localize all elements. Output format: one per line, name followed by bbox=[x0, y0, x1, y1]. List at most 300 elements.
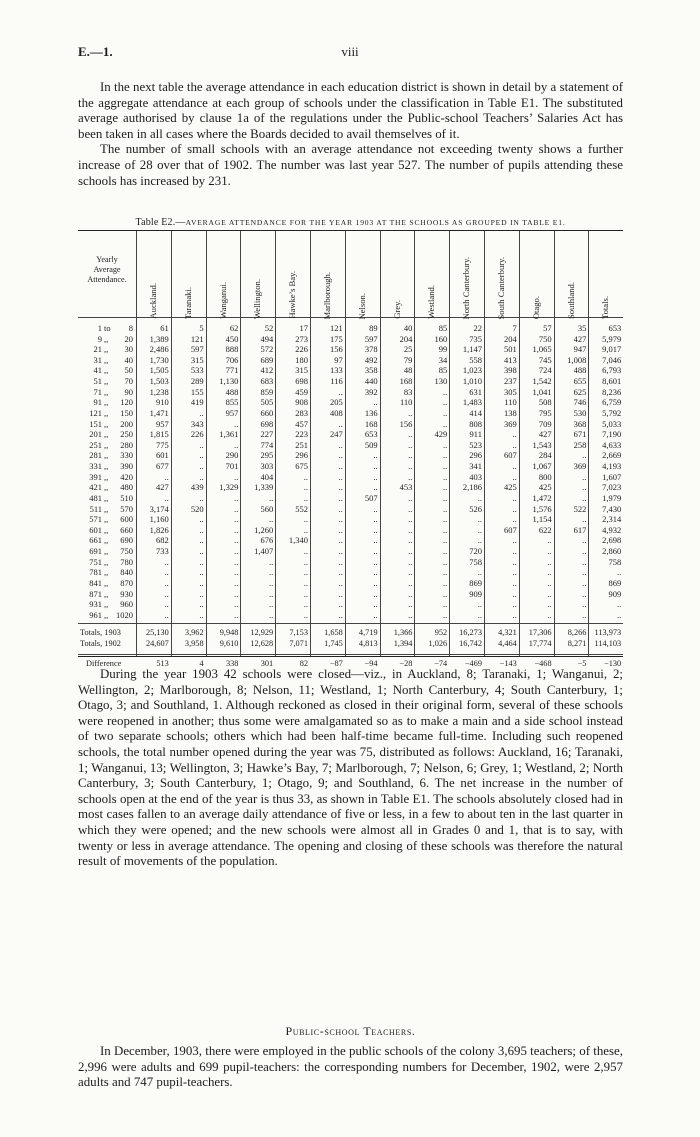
table-cell: 138 bbox=[504, 407, 517, 418]
table-cell: 22 bbox=[473, 323, 482, 333]
totals-label: Totals, 1903 bbox=[80, 628, 121, 638]
table-cell: .. bbox=[373, 471, 378, 482]
column-header bbox=[349, 239, 375, 319]
row-label-from: 601 bbox=[89, 524, 102, 535]
table-cell: 494 bbox=[260, 333, 274, 344]
table-cell: .. bbox=[303, 524, 308, 535]
table-cell: .. bbox=[582, 577, 587, 588]
table-cell: −469 bbox=[464, 659, 482, 669]
table-cell: .. bbox=[373, 482, 378, 493]
table-cell: 83 bbox=[403, 386, 413, 397]
row-label-sep: ,, bbox=[104, 482, 109, 493]
row-label-sep: ,, bbox=[104, 450, 109, 461]
table-cell: .. bbox=[234, 577, 239, 588]
column-header-label: Nelson. bbox=[356, 292, 367, 319]
table-cell: 911 bbox=[469, 429, 482, 440]
row-label-to: 50 bbox=[124, 365, 133, 376]
closing-text bbox=[78, 667, 623, 870]
row-label-sep: ,, bbox=[104, 556, 109, 567]
table-cell: 1,026 bbox=[428, 639, 448, 649]
table-cell: .. bbox=[408, 407, 413, 418]
table-row bbox=[78, 440, 623, 451]
table-cell: .. bbox=[338, 546, 343, 557]
column-header-label: Marlborough. bbox=[321, 271, 332, 319]
column-header-label: Taranaki. bbox=[182, 286, 193, 319]
table-cell: 52 bbox=[264, 323, 274, 333]
row-label-to: 960 bbox=[120, 599, 133, 610]
table-cell: 369 bbox=[573, 461, 587, 472]
table-cell: 97 bbox=[334, 354, 343, 365]
table-row bbox=[78, 334, 623, 345]
table-cell: 25,130 bbox=[145, 628, 169, 638]
table-cell: 34 bbox=[438, 354, 448, 365]
row-label-to: 1020 bbox=[116, 609, 133, 620]
table-cell: .. bbox=[408, 599, 413, 610]
table-row bbox=[78, 493, 623, 504]
table-cell: 296 bbox=[295, 450, 308, 461]
row-label-from: 931 bbox=[89, 599, 102, 610]
table-cell: .. bbox=[373, 546, 378, 557]
table-cell: .. bbox=[408, 429, 413, 440]
table-cell: .. bbox=[408, 577, 413, 588]
table-cell: 653 bbox=[608, 323, 622, 333]
row-label-sep: ,, bbox=[104, 535, 109, 546]
table-cell: .. bbox=[234, 418, 239, 429]
row-header-line-2: Average bbox=[93, 265, 121, 274]
table-cell: 440 bbox=[364, 376, 378, 387]
table-cell: 5,792 bbox=[602, 407, 622, 418]
table-cell: .. bbox=[234, 599, 239, 610]
table-cell: .. bbox=[442, 386, 448, 397]
table-cell: .. bbox=[442, 546, 448, 557]
row-label-to: 510 bbox=[120, 492, 133, 503]
table-cell: 952 bbox=[434, 628, 448, 638]
table-cell: .. bbox=[408, 492, 413, 503]
table-cell: .. bbox=[442, 471, 448, 482]
table-cell: .. bbox=[338, 524, 343, 535]
table-cell: 2,186 bbox=[462, 482, 482, 493]
row-label-from: 251 bbox=[89, 439, 102, 450]
table-cell: .. bbox=[547, 567, 552, 578]
table-cell: 1,543 bbox=[532, 439, 552, 450]
table-cell: −87 bbox=[329, 659, 343, 669]
table-cell: 526 bbox=[469, 503, 482, 514]
table-cell: .. bbox=[303, 567, 308, 578]
table-cell: 110 bbox=[399, 397, 413, 408]
row-label-sep: ,, bbox=[104, 471, 109, 482]
table-row bbox=[78, 419, 623, 430]
table-cell: 296 bbox=[469, 450, 482, 461]
table-cell: 560 bbox=[260, 503, 274, 514]
table-cell: .. bbox=[373, 461, 378, 472]
table-cell: 136 bbox=[364, 407, 378, 418]
totals-row bbox=[78, 639, 623, 650]
table-cell: 1,730 bbox=[149, 354, 169, 365]
table-cell: .. bbox=[234, 471, 239, 482]
table-cell: 16,273 bbox=[459, 628, 482, 638]
table-row bbox=[78, 610, 623, 621]
row-label-from: 661 bbox=[89, 535, 102, 546]
section-heading: Public-school Teachers. bbox=[285, 1024, 416, 1038]
table-cell: 116 bbox=[330, 376, 343, 387]
table-cell: .. bbox=[199, 599, 204, 610]
table-cell: 617 bbox=[573, 524, 587, 535]
table-cell: 2,314 bbox=[602, 514, 622, 525]
row-label-to: 120 bbox=[120, 397, 133, 408]
table-row bbox=[78, 535, 623, 546]
table-cell: .. bbox=[268, 577, 274, 588]
column-header bbox=[488, 239, 514, 319]
table-cell: .. bbox=[582, 588, 587, 599]
table-cell: 745 bbox=[538, 354, 552, 365]
table-cell: 957 bbox=[225, 407, 239, 418]
table-cell: 459 bbox=[295, 386, 308, 397]
table-cell: .. bbox=[164, 577, 169, 588]
table-cell: 427 bbox=[156, 482, 169, 493]
table-cell: 1,979 bbox=[602, 492, 622, 503]
table-cell: .. bbox=[338, 514, 343, 525]
row-label-to: 20 bbox=[124, 333, 133, 344]
attendance-table bbox=[78, 230, 623, 669]
table-cell: 795 bbox=[538, 407, 552, 418]
table-cell: 338 bbox=[225, 659, 239, 669]
table-cell: .. bbox=[338, 471, 343, 482]
table-cell: 8,601 bbox=[602, 376, 622, 387]
row-label-from: 1 bbox=[97, 323, 102, 333]
table-cell: .. bbox=[582, 567, 587, 578]
table-cell: .. bbox=[234, 609, 239, 620]
table-cell: 12,628 bbox=[250, 639, 274, 649]
table-row bbox=[78, 557, 623, 568]
row-label-to: 200 bbox=[120, 418, 133, 429]
table-cell: .. bbox=[373, 514, 378, 525]
table-cell: 425 bbox=[504, 482, 517, 493]
table-cell: .. bbox=[234, 514, 239, 525]
table-cell: 457 bbox=[295, 418, 308, 429]
table-cell: .. bbox=[373, 503, 378, 514]
table-cell: 552 bbox=[295, 503, 308, 514]
totals-row bbox=[78, 628, 623, 639]
table-cell: .. bbox=[373, 450, 378, 461]
table-row bbox=[78, 578, 623, 589]
table-cell: 403 bbox=[469, 471, 482, 482]
table-cell: .. bbox=[268, 492, 274, 503]
table-cell: .. bbox=[512, 471, 517, 482]
table-cell: 412 bbox=[260, 365, 274, 376]
table-cell: .. bbox=[512, 577, 517, 588]
column-header bbox=[280, 239, 306, 319]
table-cell: .. bbox=[512, 514, 517, 525]
table-cell: 369 bbox=[504, 418, 517, 429]
table-cell: 8,271 bbox=[567, 639, 587, 649]
table-cell: 800 bbox=[538, 471, 552, 482]
table-cell: 750 bbox=[538, 333, 552, 344]
table-cell: 513 bbox=[156, 659, 169, 669]
table-cell: 735 bbox=[469, 333, 482, 344]
table-cell: .. bbox=[338, 461, 343, 472]
table-cell: .. bbox=[199, 546, 204, 557]
table-cell: 682 bbox=[156, 535, 169, 546]
table-cell: .. bbox=[477, 492, 482, 503]
table-caption-title: AVERAGE ATTENDANCE FOR THE YEAR 1903 AT THE SCHOOLS AS GROUPED IN TABLE E1. bbox=[185, 218, 566, 227]
table-cell: .. bbox=[547, 556, 552, 567]
row-label-to: 660 bbox=[120, 524, 133, 535]
column-header bbox=[419, 239, 445, 319]
row-label-to: 390 bbox=[120, 461, 133, 472]
difference-label: Difference bbox=[86, 659, 122, 669]
table-cell: 671 bbox=[573, 429, 587, 440]
table-cell: .. bbox=[442, 514, 448, 525]
table-cell: .. bbox=[164, 567, 169, 578]
table-cell: 675 bbox=[295, 461, 308, 472]
table-cell: 295 bbox=[260, 450, 274, 461]
table-cell: −28 bbox=[399, 659, 413, 669]
column-header-label: Grey. bbox=[391, 300, 402, 319]
table-cell: .. bbox=[408, 503, 413, 514]
table-cell: 1,505 bbox=[149, 365, 169, 376]
column-header bbox=[245, 239, 271, 319]
table-cell: 8,236 bbox=[602, 386, 622, 397]
table-cell: .. bbox=[442, 407, 448, 418]
table-cell: 4,633 bbox=[602, 439, 622, 450]
table-cell: .. bbox=[616, 599, 622, 610]
table-cell: 597 bbox=[190, 344, 204, 355]
table-cell: 758 bbox=[469, 556, 482, 567]
table-cell: 1,815 bbox=[149, 429, 169, 440]
row-label-from: 281 bbox=[89, 450, 102, 461]
table-cell: 413 bbox=[504, 354, 517, 365]
table-cell: .. bbox=[408, 556, 413, 567]
table-row bbox=[78, 387, 623, 398]
table-cell: .. bbox=[477, 599, 482, 610]
table-cell: 1,407 bbox=[254, 546, 274, 557]
row-label-sep: ,, bbox=[104, 376, 109, 387]
table-cell: 774 bbox=[260, 439, 274, 450]
row-label-sep: ,, bbox=[104, 354, 109, 365]
table-cell: .. bbox=[512, 546, 517, 557]
table-cell: 492 bbox=[364, 354, 378, 365]
row-label-to: 600 bbox=[120, 514, 133, 525]
table-cell: 7,153 bbox=[289, 628, 308, 638]
table-row bbox=[78, 589, 623, 600]
table-cell: 205 bbox=[330, 397, 343, 408]
row-label-from: 571 bbox=[89, 514, 102, 525]
table-cell: .. bbox=[199, 577, 204, 588]
table-cell: 909 bbox=[608, 588, 622, 599]
table-cell: .. bbox=[234, 546, 239, 557]
row-label-from: 121 bbox=[89, 407, 102, 418]
table-cell: .. bbox=[164, 609, 169, 620]
row-label-from: 871 bbox=[89, 588, 102, 599]
table-cell: .. bbox=[303, 599, 308, 610]
table-cell: 9,610 bbox=[219, 639, 239, 649]
table-cell: 17 bbox=[299, 323, 308, 333]
table-cell: 1,008 bbox=[567, 354, 587, 365]
table-cell: .. bbox=[442, 503, 448, 514]
table-cell: 368 bbox=[573, 418, 587, 429]
table-cell: 99 bbox=[438, 344, 448, 355]
table-cell: 709 bbox=[538, 418, 552, 429]
table-cell: .. bbox=[234, 492, 239, 503]
table-cell: .. bbox=[338, 439, 343, 450]
table-cell: .. bbox=[582, 471, 587, 482]
table-cell: 5 bbox=[199, 323, 204, 333]
table-cell: .. bbox=[199, 492, 204, 503]
column-header-label: Otago. bbox=[530, 295, 541, 319]
table-row bbox=[78, 365, 623, 376]
table-cell: .. bbox=[303, 546, 308, 557]
table-cell: 1,339 bbox=[254, 482, 274, 493]
column-header bbox=[454, 239, 480, 319]
table-cell: 653 bbox=[364, 429, 378, 440]
table-cell: 62 bbox=[229, 323, 239, 333]
table-cell: 808 bbox=[469, 418, 482, 429]
table-cell: 168 bbox=[399, 376, 413, 387]
table-cell: 4 bbox=[199, 659, 204, 669]
table-cell: 35 bbox=[577, 323, 587, 333]
table-cell: −468 bbox=[534, 659, 552, 669]
table-cell: .. bbox=[547, 588, 552, 599]
table-cell: 507 bbox=[364, 492, 378, 503]
table-cell: .. bbox=[582, 492, 587, 503]
table-cell: 284 bbox=[538, 450, 552, 461]
table-cell: .. bbox=[199, 439, 204, 450]
table-cell: 160 bbox=[434, 333, 448, 344]
table-cell: 414 bbox=[469, 407, 482, 418]
table-cell: .. bbox=[512, 588, 517, 599]
row-label-from: 51 bbox=[93, 376, 102, 387]
table-cell: 509 bbox=[364, 439, 378, 450]
table-cell: 597 bbox=[364, 333, 378, 344]
table-cell: .. bbox=[199, 407, 204, 418]
table-cell: .. bbox=[373, 567, 378, 578]
table-cell: 4,719 bbox=[358, 628, 378, 638]
table-cell: .. bbox=[547, 599, 552, 610]
table-cell: 655 bbox=[573, 376, 587, 387]
table-cell: .. bbox=[442, 556, 448, 567]
table-cell: .. bbox=[338, 492, 343, 503]
table-cell: 1,260 bbox=[254, 524, 274, 535]
row-label-from: 751 bbox=[89, 556, 102, 567]
row-label-sep: ,, bbox=[104, 407, 109, 418]
table-cell: .. bbox=[442, 567, 448, 578]
row-label-from: 481 bbox=[89, 492, 102, 503]
table-cell: .. bbox=[234, 535, 239, 546]
table-cell: 1,503 bbox=[149, 376, 169, 387]
column-header bbox=[314, 239, 340, 319]
column-header-label: Hawke’s Bay. bbox=[287, 271, 298, 319]
table-cell: .. bbox=[303, 588, 308, 599]
table-cell: 1,065 bbox=[532, 344, 552, 355]
table-cell: .. bbox=[338, 418, 343, 429]
row-label-to: 90 bbox=[124, 386, 133, 397]
table-cell: 7,023 bbox=[602, 482, 622, 493]
table-cell: 758 bbox=[608, 556, 622, 567]
intro-paragraph-2: The number of small schools with an average attendance not exceeding twenty shows a further increase of 28 over that of 1902. The number was last year 527. The number of pupils attending these schools has increased by 231. bbox=[78, 142, 623, 188]
table-row bbox=[78, 344, 623, 355]
table-cell: 607 bbox=[504, 524, 517, 535]
row-label-from: 91 bbox=[93, 397, 102, 408]
table-row bbox=[78, 504, 623, 515]
table-cell: 3,958 bbox=[184, 639, 204, 649]
table-cell: 85 bbox=[438, 323, 448, 333]
row-header bbox=[80, 255, 134, 285]
row-label-from: 841 bbox=[89, 577, 102, 588]
table-cell: 273 bbox=[295, 333, 308, 344]
table-cell: 7,190 bbox=[602, 429, 622, 440]
column-header bbox=[558, 239, 584, 319]
column-header-label: Auckland. bbox=[147, 283, 158, 319]
table-cell: .. bbox=[477, 567, 482, 578]
table-cell: 204 bbox=[399, 333, 413, 344]
table-cell: 1,826 bbox=[149, 524, 169, 535]
table-cell: .. bbox=[547, 577, 552, 588]
table-cell: .. bbox=[338, 599, 343, 610]
table-cell: 61 bbox=[160, 323, 169, 333]
table-cell: 1,394 bbox=[393, 639, 413, 649]
row-label-from: 691 bbox=[89, 546, 102, 557]
table-row bbox=[78, 514, 623, 525]
table-cell: .. bbox=[408, 514, 413, 525]
table-cell: .. bbox=[512, 461, 517, 472]
teachers-paragraph: In December, 1903, there were employed in the public schools of the colony 3,695 teachers; of these, 2,996 were adults and 699 pupil-teachers: the corresponding numbers for December, 1902, were 2,957 adults and 747 pupil-teachers. bbox=[78, 1044, 623, 1090]
table-cell: 859 bbox=[260, 386, 274, 397]
table-cell: 79 bbox=[403, 354, 413, 365]
table-cell: .. bbox=[338, 535, 343, 546]
table-row bbox=[78, 567, 623, 578]
table-cell: 631 bbox=[469, 386, 482, 397]
table-cell: 9,017 bbox=[602, 344, 622, 355]
table-cell: 2,669 bbox=[602, 450, 622, 461]
table-cell: 121 bbox=[190, 333, 204, 344]
table-row bbox=[78, 397, 623, 408]
table-cell: 2,860 bbox=[602, 546, 622, 557]
table-cell: .. bbox=[408, 588, 413, 599]
table-cell: .. bbox=[408, 450, 413, 461]
column-header bbox=[523, 239, 549, 319]
row-label-sep: ,, bbox=[104, 588, 109, 599]
table-row bbox=[78, 525, 623, 536]
table-cell: .. bbox=[512, 439, 517, 450]
table-cell: 17,306 bbox=[528, 628, 552, 638]
row-label-to: 30 bbox=[124, 344, 133, 355]
row-label-sep: ,, bbox=[104, 365, 109, 376]
table-cell: .. bbox=[442, 599, 448, 610]
row-label-to: 780 bbox=[120, 556, 133, 567]
table-cell: 775 bbox=[156, 439, 169, 450]
table-cell: 341 bbox=[469, 461, 482, 472]
table-cell: 5,033 bbox=[602, 418, 622, 429]
row-label-to: 250 bbox=[120, 429, 133, 440]
table-row bbox=[78, 461, 623, 472]
table-cell: 4,813 bbox=[358, 639, 378, 649]
table-cell: 2,486 bbox=[149, 344, 169, 355]
table-cell: 1,472 bbox=[532, 492, 552, 503]
table-cell: 404 bbox=[260, 471, 274, 482]
table-cell: 530 bbox=[573, 407, 587, 418]
table-cell: 771 bbox=[225, 365, 239, 376]
table-cell: 888 bbox=[225, 344, 239, 355]
table-cell: .. bbox=[408, 439, 413, 450]
table-cell: .. bbox=[199, 609, 204, 620]
table-cell: 522 bbox=[573, 503, 587, 514]
table-cell: 947 bbox=[573, 344, 587, 355]
column-header-label: Totals. bbox=[600, 295, 611, 319]
table-cell: 258 bbox=[573, 439, 587, 450]
table-cell: .. bbox=[442, 492, 448, 503]
column-header-label: Wellington. bbox=[252, 278, 263, 319]
table-cell: 3,174 bbox=[149, 503, 169, 514]
